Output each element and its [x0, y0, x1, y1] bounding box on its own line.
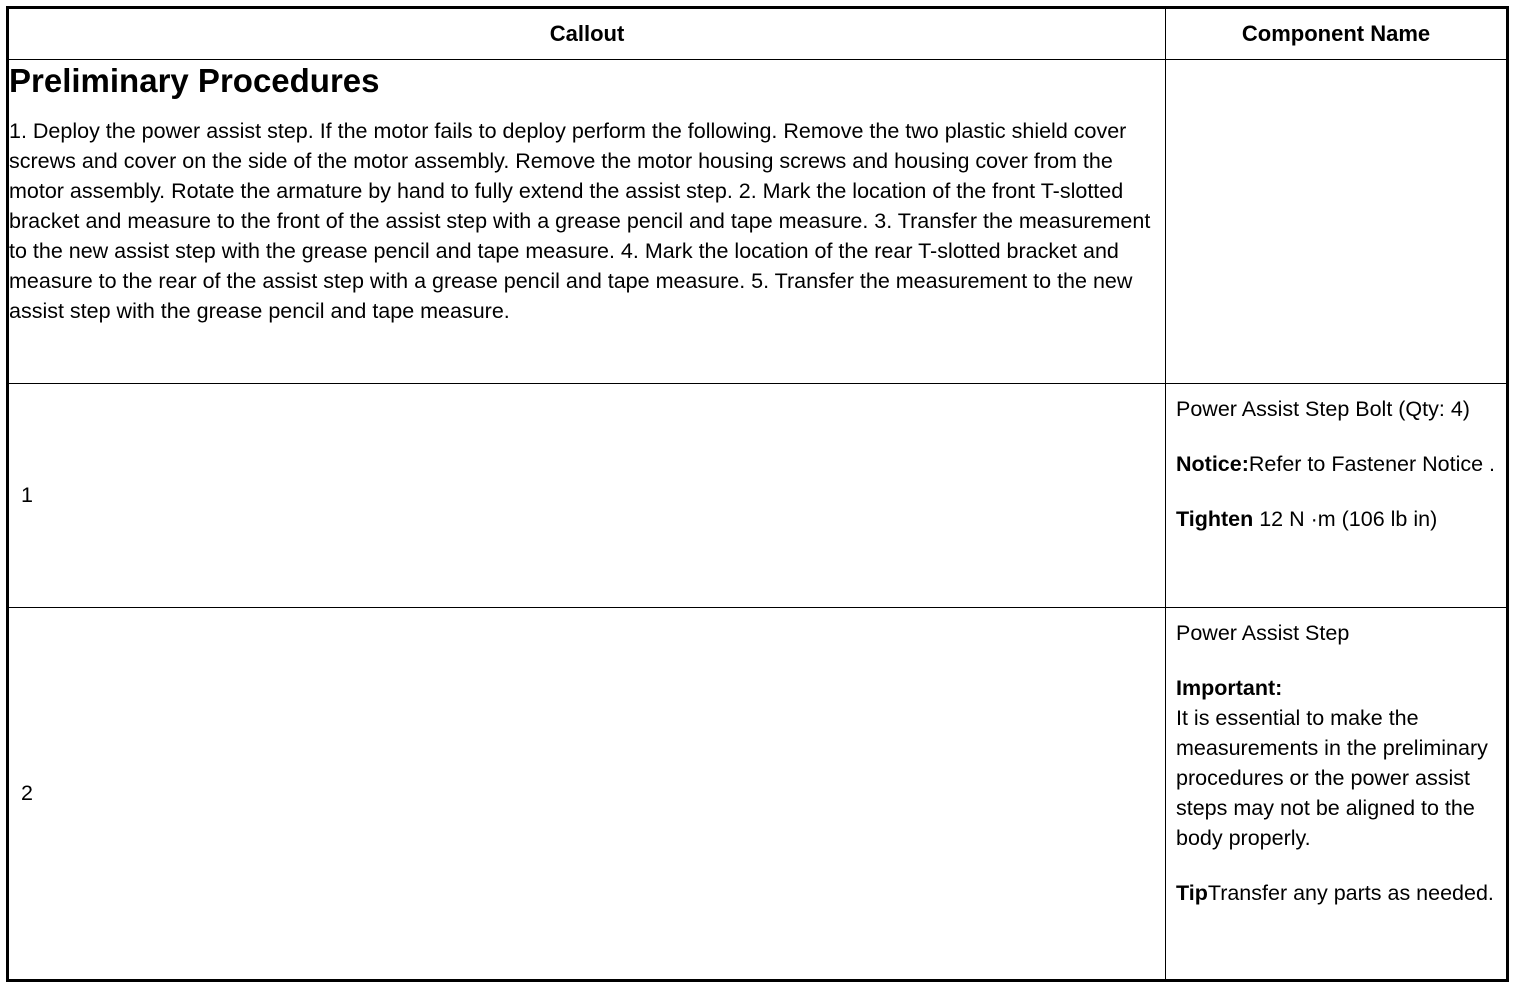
- important-label: Important:: [1176, 676, 1283, 700]
- component-cell: [1166, 384, 1508, 608]
- component-name: Power Assist Step: [1176, 621, 1350, 645]
- important-text: It is essential to make the measurements in the preliminary procedures or the power assist steps may not be aligned to the body properly.: [1176, 706, 1488, 850]
- table-row: [8, 384, 1508, 608]
- tip-label: Tip: [1176, 881, 1208, 905]
- table-row: [8, 608, 1508, 981]
- component-cell: [1166, 608, 1508, 981]
- callout-number: 2: [8, 608, 1166, 981]
- notice-text: Refer to Fastener Notice .: [1248, 452, 1496, 476]
- component-name: Power Assist Step Bolt (Qty: 4): [1176, 397, 1470, 421]
- procedure-table: [6, 6, 1509, 982]
- table-header-row: [8, 8, 1508, 60]
- table-row-preliminary: [8, 60, 1508, 384]
- important-note: [1176, 673, 1496, 853]
- notice: [1176, 449, 1496, 479]
- notice-label: Notice:: [1176, 452, 1249, 476]
- header-callout: Callout: [8, 8, 1166, 60]
- tip: [1176, 878, 1496, 908]
- preliminary-cell: [8, 60, 1166, 384]
- tighten-value: 12 N ·m (106 lb in): [1253, 507, 1438, 531]
- tip-text: Transfer any parts as needed.: [1207, 881, 1494, 905]
- preliminary-body: 1. Deploy the power assist step. If the motor fails to deploy perform the following. Remove the two plastic shield cover screws and cover on the side of the motor assembly. Remove the motor housing screws and housing cover from the motor assembly. Rotate the armature by hand to fully extend the assist step. 2. Mark the location of the front T-slotted bracket and measure to the front of the assist step with a grease pencil and tape measure. 3. Transfer the measurement to the new assist step with the grease pencil and tape measure. 4. Mark the location of the rear T-slotted bracket and measure to the rear of the assist step with a grease pencil and tape measure. 5. Transfer the measurement to the new assist step with the grease pencil and tape measure.: [9, 119, 1151, 323]
- preliminary-component-cell: [1166, 60, 1508, 384]
- header-component-name: Component Name: [1166, 8, 1508, 60]
- preliminary-heading: Preliminary Procedures: [9, 62, 380, 99]
- callout-number: 1: [8, 384, 1166, 608]
- tighten-spec: [1176, 504, 1496, 534]
- tighten-label: Tighten: [1176, 507, 1254, 531]
